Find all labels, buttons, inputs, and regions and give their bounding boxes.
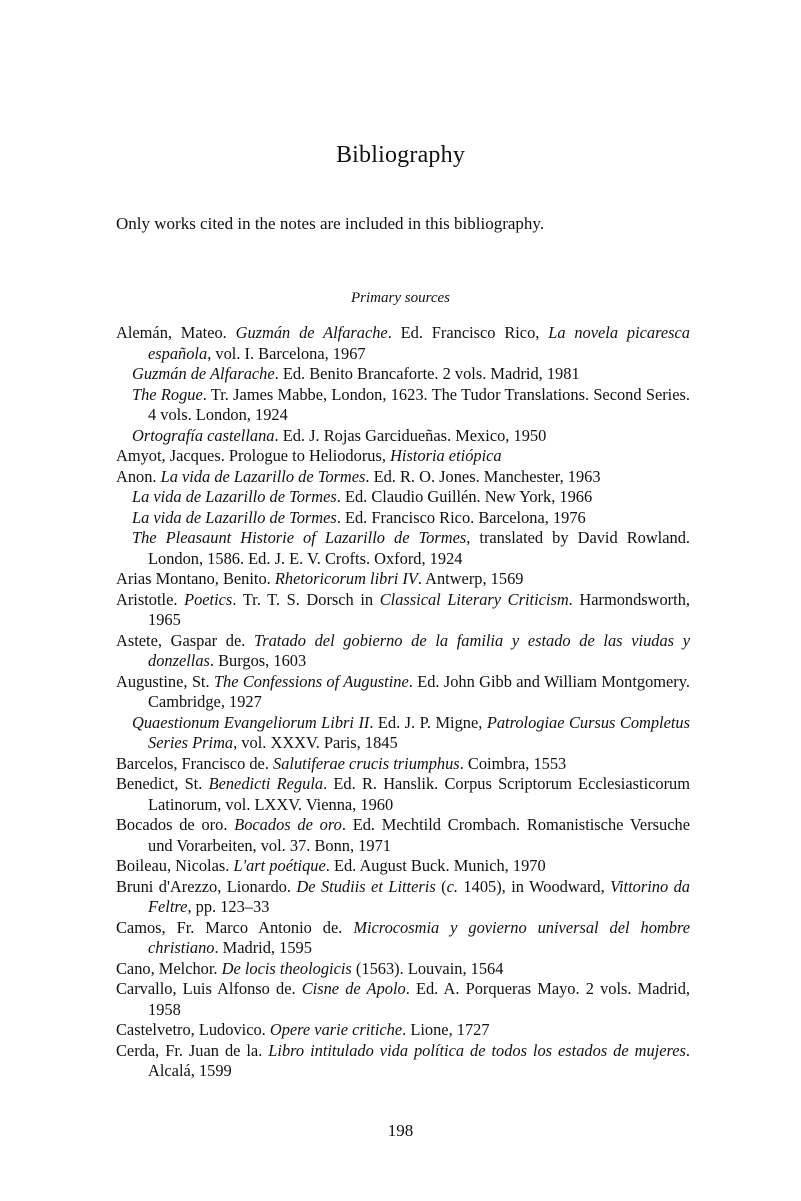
entry-title-text: The Pleasaunt Historie of Lazarillo de Tormes [132,528,467,547]
bibliography-entry [116,446,690,467]
entry-text: Cano, Melchor. [116,958,222,978]
entry-text: Alemán, Mateo. [116,323,236,342]
entry-text: , pp. 123–33 [187,897,270,916]
entry-text: Amyot, Jacques. Prologue to Heliodorus, [116,446,391,465]
entry-text: , vol. I. Barcelona, 1967 [207,343,366,363]
bibliography-entry [116,323,690,364]
entry-text: Boileau, Nicolas. [116,856,234,875]
bibliography-subentry [116,364,690,385]
bibliography-entry [116,672,690,713]
entry-title-text: Guzmán de Alfarache [235,323,388,342]
entry-text: (1563). Louvain, 1564 [351,958,504,978]
entry-title-text: Patrologiae Cursus Completus Series Prima [148,712,690,752]
entry-title-text: De locis theologicis [221,958,352,978]
entry-text: Augustine, St. [116,671,214,691]
entry-text: 1405), in Woodward, [457,876,611,896]
entry-text: Anon. [116,466,161,486]
bibliography-subentry [116,508,690,529]
entry-text: . Alcalá, 1599 [148,1040,690,1080]
entry-title-text: De Studiis et Litteris [296,876,436,896]
entry-text: . Antwerp, 1569 [417,569,524,588]
entry-text: Benedict, St. [116,774,209,793]
bibliography-entry [116,1020,690,1041]
entry-text: . Ed. J. P. Migne, [369,712,487,732]
entry-title-text: Quaestionum Evangeliorum Libri II [132,712,370,732]
entry-title-text: The Confessions of Augustine [213,671,409,691]
entry-text: . Lione, 1727 [402,1020,490,1039]
entry-text: Bocados de oro. [116,815,235,834]
entry-text: . Harmondsworth, 1965 [148,589,690,629]
entry-text: . Ed. R. Hanslik. Corpus Scriptorum Ecclesiasticorum Latinorum, vol. LXXV. Vienna, 1960 [148,774,690,814]
entry-text: Carvallo, Luis Alfonso de. [116,979,302,998]
entry-title-text: Benedicti Regula [208,774,324,793]
entry-title-text: Classical Literary Criticism [379,589,569,609]
bibliography-entry [116,815,690,856]
bibliography-subentry [116,426,690,447]
bibliography-subentry [116,487,690,508]
entry-text: Camos, Fr. Marco Antonio de. [116,917,354,937]
page-title: Bibliography [335,142,466,168]
entry-title-text: Salutiferae crucis triumphus [273,753,460,773]
entry-title-text: La novela picaresca española [148,323,690,363]
bibliography-entry [116,877,690,918]
entry-title-text: La vida de Lazarillo de Tormes [132,507,337,527]
entry-title-text: La vida de Lazarillo de Tormes [160,466,366,486]
entry-text: . Ed. John Gibb and William Montgomery. Cambridge, 1927 [148,671,690,711]
bibliography-subentry [116,528,690,569]
bibliography-entry [116,774,690,815]
entry-text: Barcelos, Francisco de. [116,753,274,773]
entry-title-text: Historia etiópica [390,446,502,465]
entry-title-text: Libro intitulado vida política de todos los estados de mujeres [268,1040,686,1060]
entry-text: . Burgos, 1603 [209,651,307,670]
entry-title-text: Guzmán de Alfarache [132,364,275,383]
entry-text: . Ed. A. Porqueras Mayo. 2 vols. Madrid, 1958 [148,979,691,1019]
entry-title-text: Opere varie critiche [269,1020,403,1039]
entry-text: . Ed. Mechtild Crombach. Romanistische Versuche und Vorarbeiten, vol. 37. Bonn, 1971 [148,815,690,855]
bibliography-subentry [116,713,690,754]
bibliography-entry [116,918,690,959]
entry-title-text: L'art poétique [233,856,326,875]
bibliography-entry [116,467,690,488]
section-heading: Primary sources [350,290,451,306]
entry-title-text: Tratado del gobierno de la familia y estado de las viudas y donzellas [148,630,690,670]
entry-text: . Coimbra, 1553 [459,753,567,773]
entry-text: Arias Montano, Benito. [116,569,275,588]
entry-text: ( [435,876,447,896]
entry-text: . Ed. Claudio Guillén. New York, 1966 [336,487,593,506]
entry-title-text: Ortografía castellana [132,425,275,445]
bibliography-entry [116,856,690,877]
bibliography-list [116,323,690,1082]
entry-title-text: Vittorino da Feltre [148,876,690,916]
bibliography-entry [116,959,690,980]
bibliography-entry [116,569,690,590]
entry-title-text: The Rogue [132,384,203,404]
page-number: 198 [387,1121,414,1140]
entry-text: Astete, Gaspar de. [116,630,254,650]
entry-text: Bruni d'Arezzo, Lionardo. [116,876,297,896]
bibliography-subentry [116,385,690,426]
bibliography-entry [116,1041,690,1082]
entry-text: . Ed. Benito Brancaforte. 2 vols. Madrid, 1981 [274,364,580,383]
entry-text: . Tr. James Mabbe, London, 1623. The Tudor Translations. Second Series. 4 vols. London, 1924 [148,384,690,424]
entry-text: Aristotle. [116,589,185,609]
bibliography-entry [116,631,690,672]
bibliography-entry [116,754,690,775]
entry-title-text: Bocados de oro [234,815,342,834]
bibliography-entry [116,590,690,631]
entry-text: , vol. XXXV. Paris, 1845 [233,733,398,752]
entry-title-text: Poetics [184,589,233,609]
entry-text: . Ed. Francisco Rico, [387,323,549,342]
entry-text: . Ed. Francisco Rico. Barcelona, 1976 [336,507,586,527]
entry-title-text: Cisne de Apolo [301,979,406,998]
entry-text: Cerda, Fr. Juan de la. [116,1040,269,1060]
entry-title-text: La vida de Lazarillo de Tormes [132,487,337,506]
entry-title-text: Rhetoricorum libri IV [274,569,418,588]
entry-text: . Ed. August Buck. Munich, 1970 [325,856,546,875]
entry-text: , translated by David Rowland. London, 1586. Ed. J. E. V. Crofts. Oxford, 1924 [148,528,691,568]
entry-text: . Ed. J. Rojas Garcidueñas. Mexico, 1950 [274,425,547,445]
entry-title-text: c. [446,876,458,896]
entry-title-text: Microcosmia y govierno universal del hombre christiano [148,917,690,957]
entry-text: Castelvetro, Ludovico. [116,1020,270,1039]
entry-text: . Ed. R. O. Jones. Manchester, 1963 [365,466,601,486]
entry-text: . Madrid, 1595 [214,938,312,957]
entry-text: . Tr. T. S. Dorsch in [232,589,380,609]
bibliography-entry [116,979,690,1020]
intro-note: Only works cited in the notes are included in this bibliography. [116,214,545,233]
